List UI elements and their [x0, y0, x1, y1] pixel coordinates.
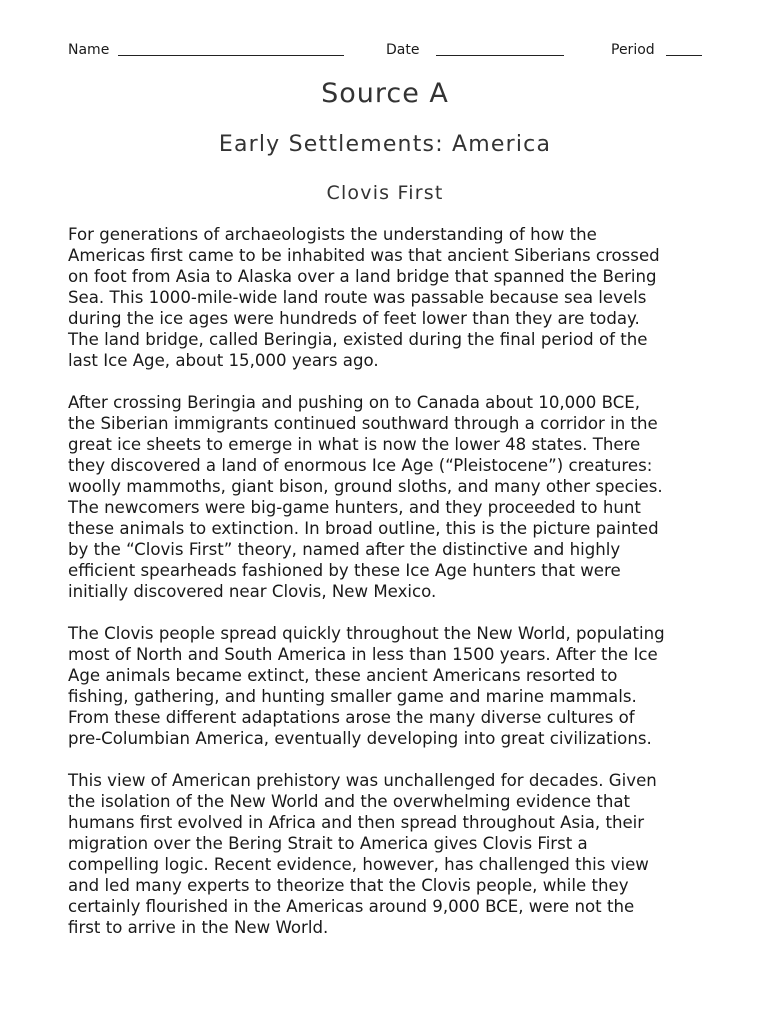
name-label: Name	[68, 42, 110, 58]
paragraph-1: For generations of archaeologists the understanding of how the Americas first came to be inhabited was that ancient Siberians crossed on foot from Asia to Alaska over a land bridge that spanned the Bering Sea. This 1000-mile-wide land route was passable because sea levels during the ice ages were hundreds of feet lower than they are today. The land bridge, called Beringia, existed during the final period of the last Ice Age, about 15,000 years ago.	[68, 225, 660, 370]
page-title: Source A	[321, 78, 449, 109]
name-blank-line	[118, 55, 344, 56]
section-title: Clovis First	[326, 182, 444, 204]
period-label: Period	[611, 42, 655, 58]
student-info-header	[68, 40, 704, 62]
article-body	[68, 224, 708, 959]
paragraph-4: This view of American prehistory was unchallenged for decades. Given the isolation of the New World and the overwhelming evidence that humans first evolved in Africa and then spread throughout Asia, their migration over the Bering Strait to America gives Clovis First a compelling logic. Recent evidence, however, has challenged this view and led many experts to theorize that the Clovis people, while they certainly flourished in the Americas around 9,000 BCE, were not the first to arrive in the New World.	[68, 771, 657, 937]
paragraph-3: The Clovis people spread quickly throughout the New World, populating most of North and South America in less than 1500 years. After the Ice Age animals became extinct, these ancient Americans resorted to fishing, gathering, and hunting smaller game and marine mammals. From these different adaptations arose the many diverse cultures of pre-Columbian America, eventually developing into great civilizations.	[68, 624, 665, 748]
period-blank-line	[666, 55, 702, 56]
date-label: Date	[386, 42, 420, 58]
page-subtitle: Early Settlements: America	[218, 132, 552, 157]
date-blank-line	[436, 55, 564, 56]
paragraph-2: After crossing Beringia and pushing on to Canada about 10,000 BCE, the Siberian immigrants continued southward through a corridor in the great ice sheets to emerge in what is now the lower 48 states. There they discovered a land of enormous Ice Age (“Pleistocene”) creatures: woolly mammoths, giant bison, ground sloths, and many other species. The newcomers were big-game hunters, and they proceeded to hunt these animals to extinction. In broad outline, this is the picture painted by the “Clovis First” theory, named after the distinctive and highly efficient spearheads fashioned by these Ice Age hunters that were initially discovered near Clovis, New Mexico.	[68, 393, 663, 601]
